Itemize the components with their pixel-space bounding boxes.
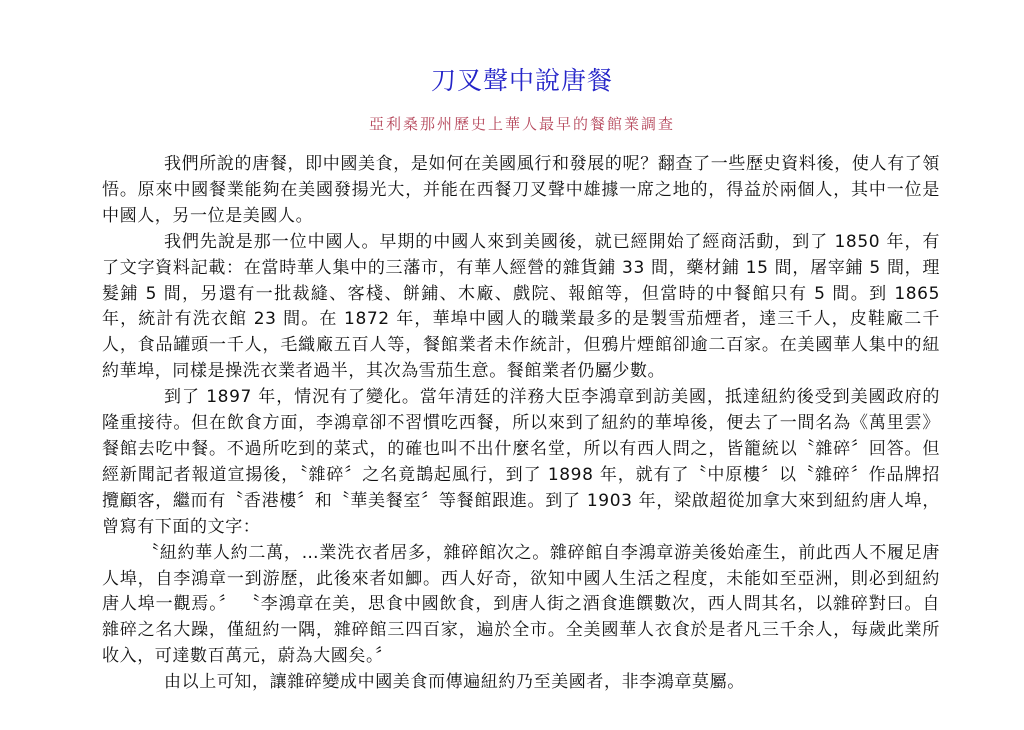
article-body — [102, 152, 940, 696]
page-title: 刀叉聲中說唐餐 — [430, 66, 613, 95]
paragraph-1897: 到了 1897 年，情況有了變化。當年清廷的洋務大臣李鴻章到訪美國，抵達紐約後受到美國政府的隆重接待。但在飲食方面，李鴻章卻不習慣吃西餐，所以來到了紐約的華埠後，便去了一間名為《萬里雲》餐館去吃中餐。不過所吃到的菜式，的確也叫不出什麼名堂，所以有西人問之，皆籠統以〝雜碎〞回答。但經新聞記者報道宣揚後，〝雜碎〞之名竟鵲起風行，到了 1898 年，就有了〝中原樓〞以〝雜碎〞作品牌招攬顧客，繼而有〝香港樓〞和〝華美餐室〞等餐館跟進。到了 1903 年，梁啟超從加拿大來到紐約唐人埠，曾寫有下面的文字： — [102, 387, 940, 537]
paragraph-conclusion: 由以上可知，讓雜碎變成中國美食而傳遍紐約乃至美國者，非李鴻章莫屬。 — [164, 672, 745, 693]
paragraph-chinese-person: 我們先說是那一位中國人。早期的中國人來到美國後，就已經開始了經商活動，到了 1850 年，有了文字資料記載：在當時華人集中的三藩市，有華人經營的雜貨鋪 33 間，藥材鋪 15 間，屠宰鋪 5 間，理髮鋪 5 間，另還有一批裁縫、客棧、餅鋪、木廠、戲院、報館等，但當時的中餐館只有 5 間。到 1865 年，統計有洗衣館 23 間。在 1872 年，華埠中國人的職業最多的是製雪茄煙者，達三千人，皮鞋廠二千人，食品罐頭一千人，毛織廠五百人等，餐館業者未作統計，但鴉片煙館卻逾二百家。在美國華人集中的紐約華埠，同樣是操洗衣業者過半，其次為雪茄生意。餐館業者仍屬少數。 — [102, 231, 940, 382]
paragraph-quote: 〝紐約華人約二萬，…業洗衣者居多，雜碎館次之。雜碎館自李鴻章游美後始產生，前此西人不履足唐人埠，自李鴻章一到游歷，此後來者如鯽。西人好奇，欲知中國人生活之程度，未能如至亞洲，則必到紐約唐人埠一觀焉。〞 〝李鴻章在美，思食中國飲食，到唐人街之酒食進饌數次，西人問其名，以雜碎對曰。自雜碎之名大躁，僅紐約一隅，雜碎館三四百家，遍於全市。全美國華人衣食於是者凡三千余人，每歲此業所收入，可達數百萬元，蔚為大國矣。〞 — [102, 542, 940, 667]
page-subtitle: 亞利桑那州歷史上華人最早的餐館業調查 — [368, 115, 675, 133]
paragraph-intro: 我們所說的唐餐，即中國美食，是如何在美國風行和發展的呢？翻查了一些歷史資料後，使人有了領悟。原來中國餐業能夠在美國發揚光大，并能在西餐刀叉聲中雄據一席之地的，得益於兩個人，其中一位是中國人，另一位是美國人。 — [102, 154, 940, 226]
